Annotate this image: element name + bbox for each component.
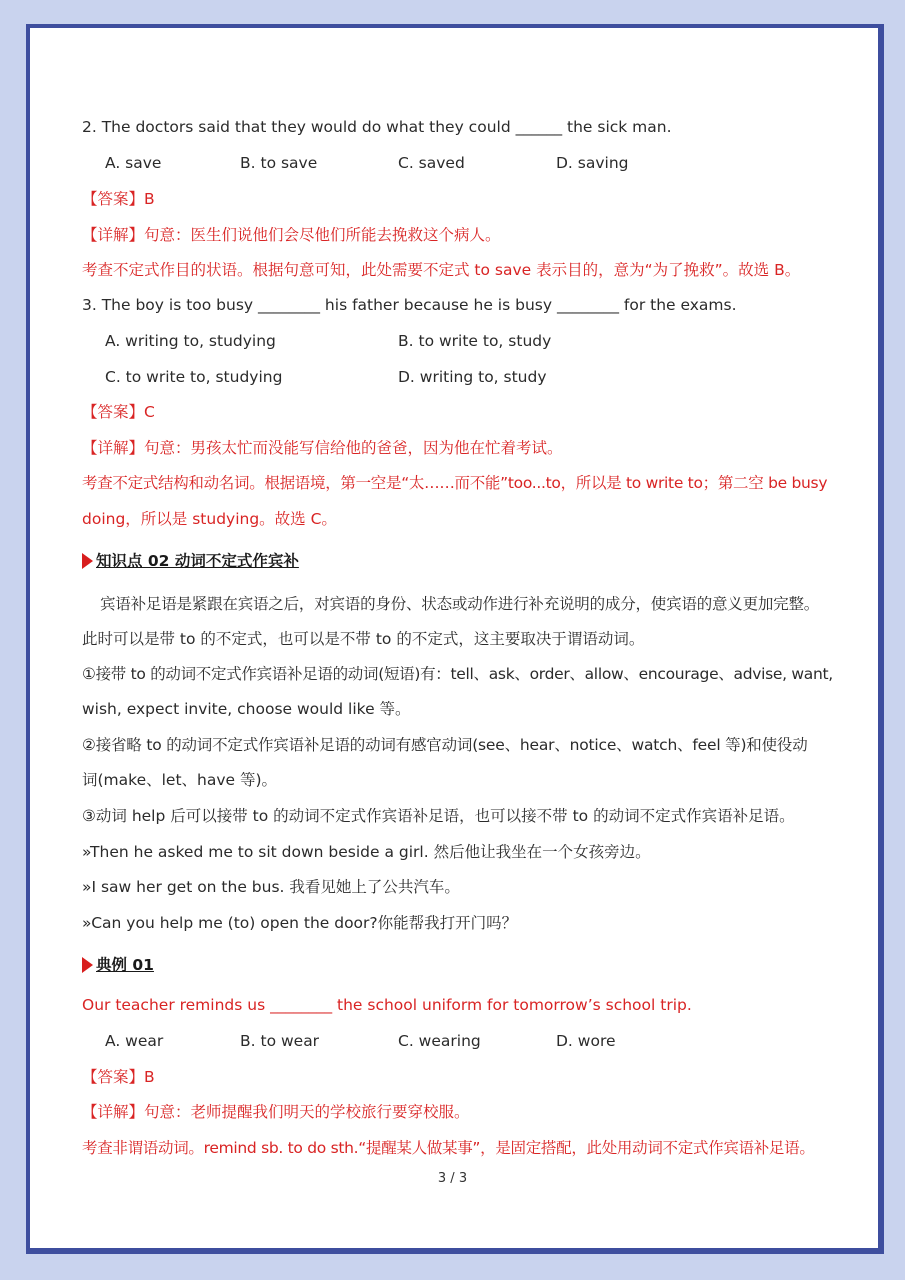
example-title: 典例 01	[96, 956, 154, 974]
question-3-stem: 3. The boy is too busy ________ his father because he is busy ________ for the exams.	[82, 296, 737, 314]
example-stem: Our teacher reminds us ________ the school uniform for tomorrow’s school trip.	[82, 996, 692, 1014]
q2-answer: 【答案】B	[82, 190, 155, 208]
q2-explain-2: 考查不定式作目的状语。根据句意可知，此处需要不定式 to save 表示目的，意为“为了挽救”。故选 B。	[82, 261, 801, 279]
question-2-stem: 2. The doctors said that they would do what they could ______ the sick man.	[82, 118, 672, 136]
q2-option-c: C. saved	[398, 154, 465, 172]
section-example-1: »Then he asked me to sit down beside a girl. 然后他让我坐在一个女孩旁边。	[82, 843, 651, 861]
section-paragraph-2: 此时可以是带 to 的不定式，也可以是不带 to 的不定式，这主要取决于谓语动词。	[82, 630, 645, 648]
section-rule-1: ①接带 to 的动词不定式作宾语补足语的动词(短语)有：tell、ask、order、allow、encourage、advise, want,	[82, 665, 833, 683]
q2-option-b: B. to save	[240, 154, 318, 172]
section-rule-1-cont: wish, expect invite, choose would like 等。	[82, 700, 411, 718]
example-option-b: B. to wear	[240, 1032, 320, 1050]
q3-explain-3: doing，所以是 studying。故选 C。	[82, 510, 337, 528]
q3-explain-1: 【详解】句意：男孩太忙而没能写信给他的爸爸，因为他在忙着考试。	[82, 439, 563, 457]
q2-option-d: D. saving	[556, 154, 629, 172]
page-number: 3 / 3	[437, 1171, 468, 1186]
example-option-c: C. wearing	[398, 1032, 481, 1050]
example-explain-2: 考查非谓语动词。remind sb. to do sth.“提醒某人做某事”，是固定搭配，此处用动词不定式作宾语补足语。	[82, 1139, 815, 1157]
example-answer: 【答案】B	[82, 1068, 155, 1086]
q3-answer: 【答案】C	[82, 403, 155, 421]
section-title: 知识点 02 动词不定式作宾补	[96, 552, 299, 570]
example-explain-1: 【详解】句意：老师提醒我们明天的学校旅行要穿校服。	[82, 1103, 470, 1121]
q3-explain-2: 考查不定式结构和动名词。根据语境，第一空是“太……而不能”too...to，所以是 to write to；第二空 be busy	[82, 474, 828, 492]
q3-option-d: D. writing to, study	[398, 368, 547, 386]
example-option-a: A. wear	[105, 1032, 164, 1050]
section-rule-2-cont: 词(make、let、have 等)。	[82, 771, 278, 789]
example-option-d: D. wore	[556, 1032, 616, 1050]
section-paragraph-1: 宾语补足语是紧跟在宾语之后，对宾语的身份、状态或动作进行补充说明的成分，使宾语的意义更加完整。	[100, 595, 820, 613]
q3-option-b: B. to write to, study	[398, 332, 552, 350]
q2-option-a: A. save	[105, 154, 162, 172]
heading-marker-icon	[82, 957, 93, 973]
section-rule-2: ②接省略 to 的动词不定式作宾语补足语的动词有感官动词(see、hear、notice、watch、feel 等)和使役动	[82, 736, 808, 754]
section-example-2: »I saw her get on the bus. 我看见她上了公共汽车。	[82, 878, 460, 896]
q2-explain-1: 【详解】句意：医生们说他们会尽他们所能去挽救这个病人。	[82, 226, 501, 244]
section-rule-3: ③动词 help 后可以接带 to 的动词不定式作宾语补足语，也可以接不带 to 的动词不定式作宾语补足语。	[82, 807, 795, 825]
section-heading	[82, 551, 299, 571]
example-heading	[82, 955, 154, 975]
section-example-3: »Can you help me (to) open the door?你能帮我打开门吗？	[82, 914, 518, 932]
heading-marker-icon	[82, 553, 93, 569]
q3-option-c: C. to write to, studying	[105, 368, 283, 386]
q3-option-a: A. writing to, studying	[105, 332, 276, 350]
